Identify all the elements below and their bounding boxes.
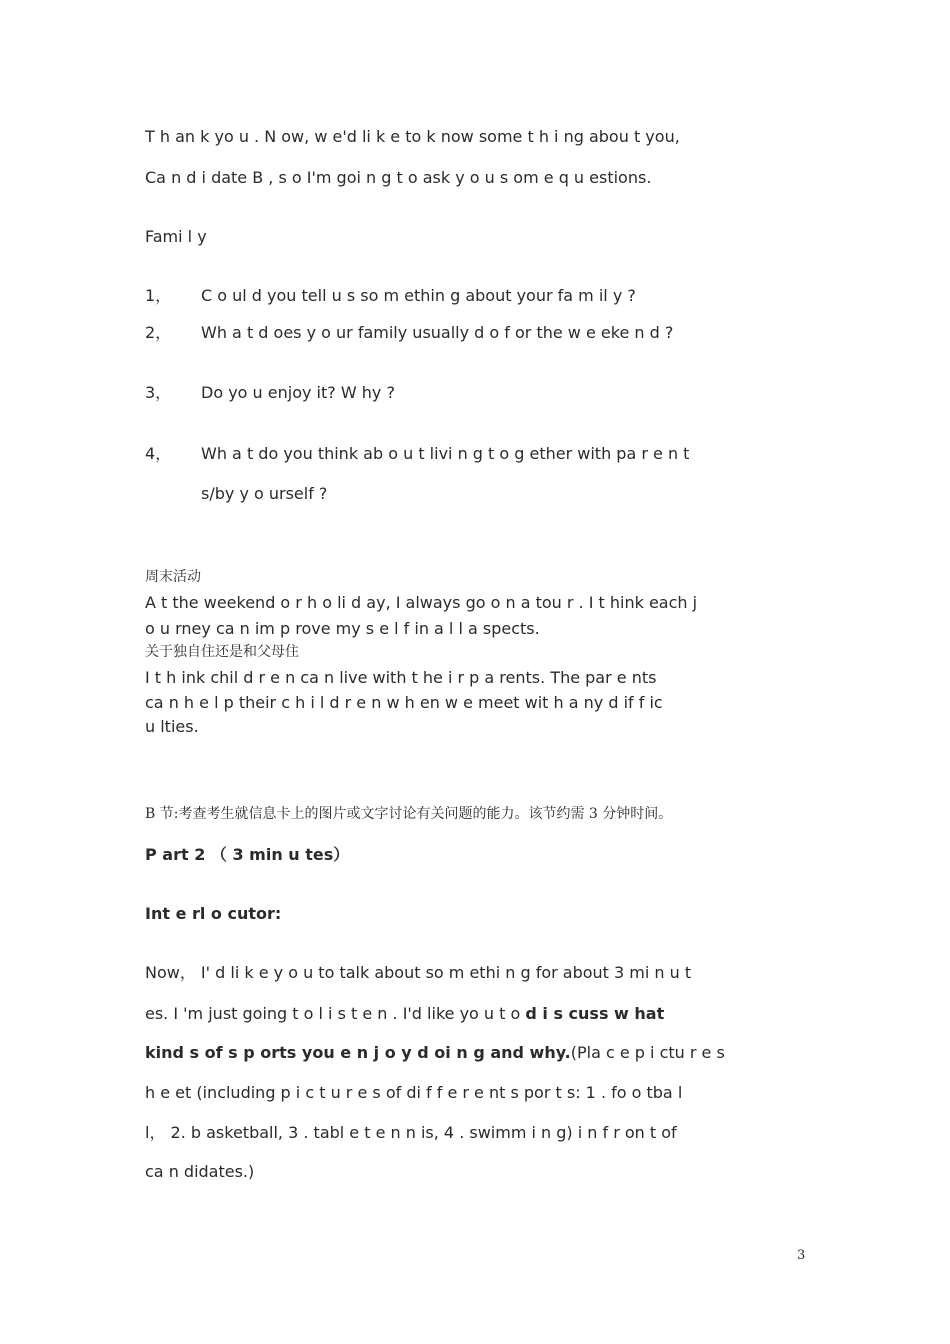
living-answer-line-3: u lties. — [145, 717, 199, 736]
speech-line-4: h e et (including p i c t u r e s of di f f e r e nt s por t s: 1 . fo o tba l — [145, 1083, 683, 1102]
question-number: 2， — [145, 323, 172, 342]
interlocutor-label: Int e rl o cutor: — [145, 904, 282, 923]
question-text: Do yo u enjoy it? W hy ? — [201, 383, 395, 402]
part-2-title: P art 2 （ 3 min u tes） — [145, 845, 350, 864]
question-text: Wh a t d oes y o ur family usually d o f or the w e eke n d ? — [201, 323, 674, 342]
weekend-answer-line-2: o u rney ca n im p rove my s e l f in a l l a spects. — [145, 619, 540, 638]
family-heading: Fami l y — [145, 227, 207, 246]
speech-line-5: l， 2. b asketball, 3 . tabl e t e n n is, 4 . swimm i n g) i n f r on t of — [145, 1123, 677, 1142]
question-number: 1， — [145, 286, 172, 305]
speech-line-3 — [145, 1043, 725, 1063]
intro-line-1: T h an k yo u . N ow, w e'd li k e to k now some t h i ng abou t you, — [145, 127, 680, 146]
speech-bold-text: d i s cuss w hat — [525, 1004, 665, 1023]
living-answer-line-2: ca n h e l p their c h i l d r e n w h en w e meet wit h a ny d if f ic — [145, 693, 663, 712]
question-number: 3， — [145, 383, 172, 402]
living-answer-line-1: I t h ink chil d r e n ca n live with t he i r p a rents. The par e nts — [145, 668, 657, 687]
speech-line-2 — [145, 1004, 664, 1024]
section-b-note: B 节:考查考生就信息卡上的图片或文字讨论有关问题的能力。该节约需 3 分钟时间。 — [145, 806, 673, 822]
speech-text: es. I 'm just going t o l i s t e n . I'd like yo u t o — [145, 1004, 526, 1023]
speech-line-1: Now， I' d li k e y o u to talk about so m ethi n g for about 3 mi n u t — [145, 963, 692, 982]
weekend-heading: 周末活动 — [145, 569, 201, 585]
question-number: 4， — [145, 444, 172, 463]
question-text: Wh a t do you think ab o u t livi n g t o g ether with pa r e n t — [201, 444, 690, 463]
question-text-continued: s/by y o urself ? — [201, 484, 328, 503]
intro-line-2: Ca n d i date B , s o I'm goi n g t o ask y o u s om e q u estions. — [145, 168, 652, 187]
speech-bold-text: kind s of s p orts you e n j o y d oi n g and why. — [145, 1043, 571, 1062]
speech-text: (Pla c e p i ctu r e s — [570, 1043, 725, 1062]
page-number: 3 — [797, 1248, 806, 1263]
speech-line-6: ca n didates.) — [145, 1162, 255, 1181]
living-heading: 关于独自住还是和父母住 — [145, 644, 299, 660]
weekend-answer-line-1: A t the weekend o r h o li d ay, I always go o n a tou r . I t hink each j — [145, 593, 698, 612]
question-text: C o ul d you tell u s so m ethin g about your fa m il y ? — [201, 286, 636, 305]
